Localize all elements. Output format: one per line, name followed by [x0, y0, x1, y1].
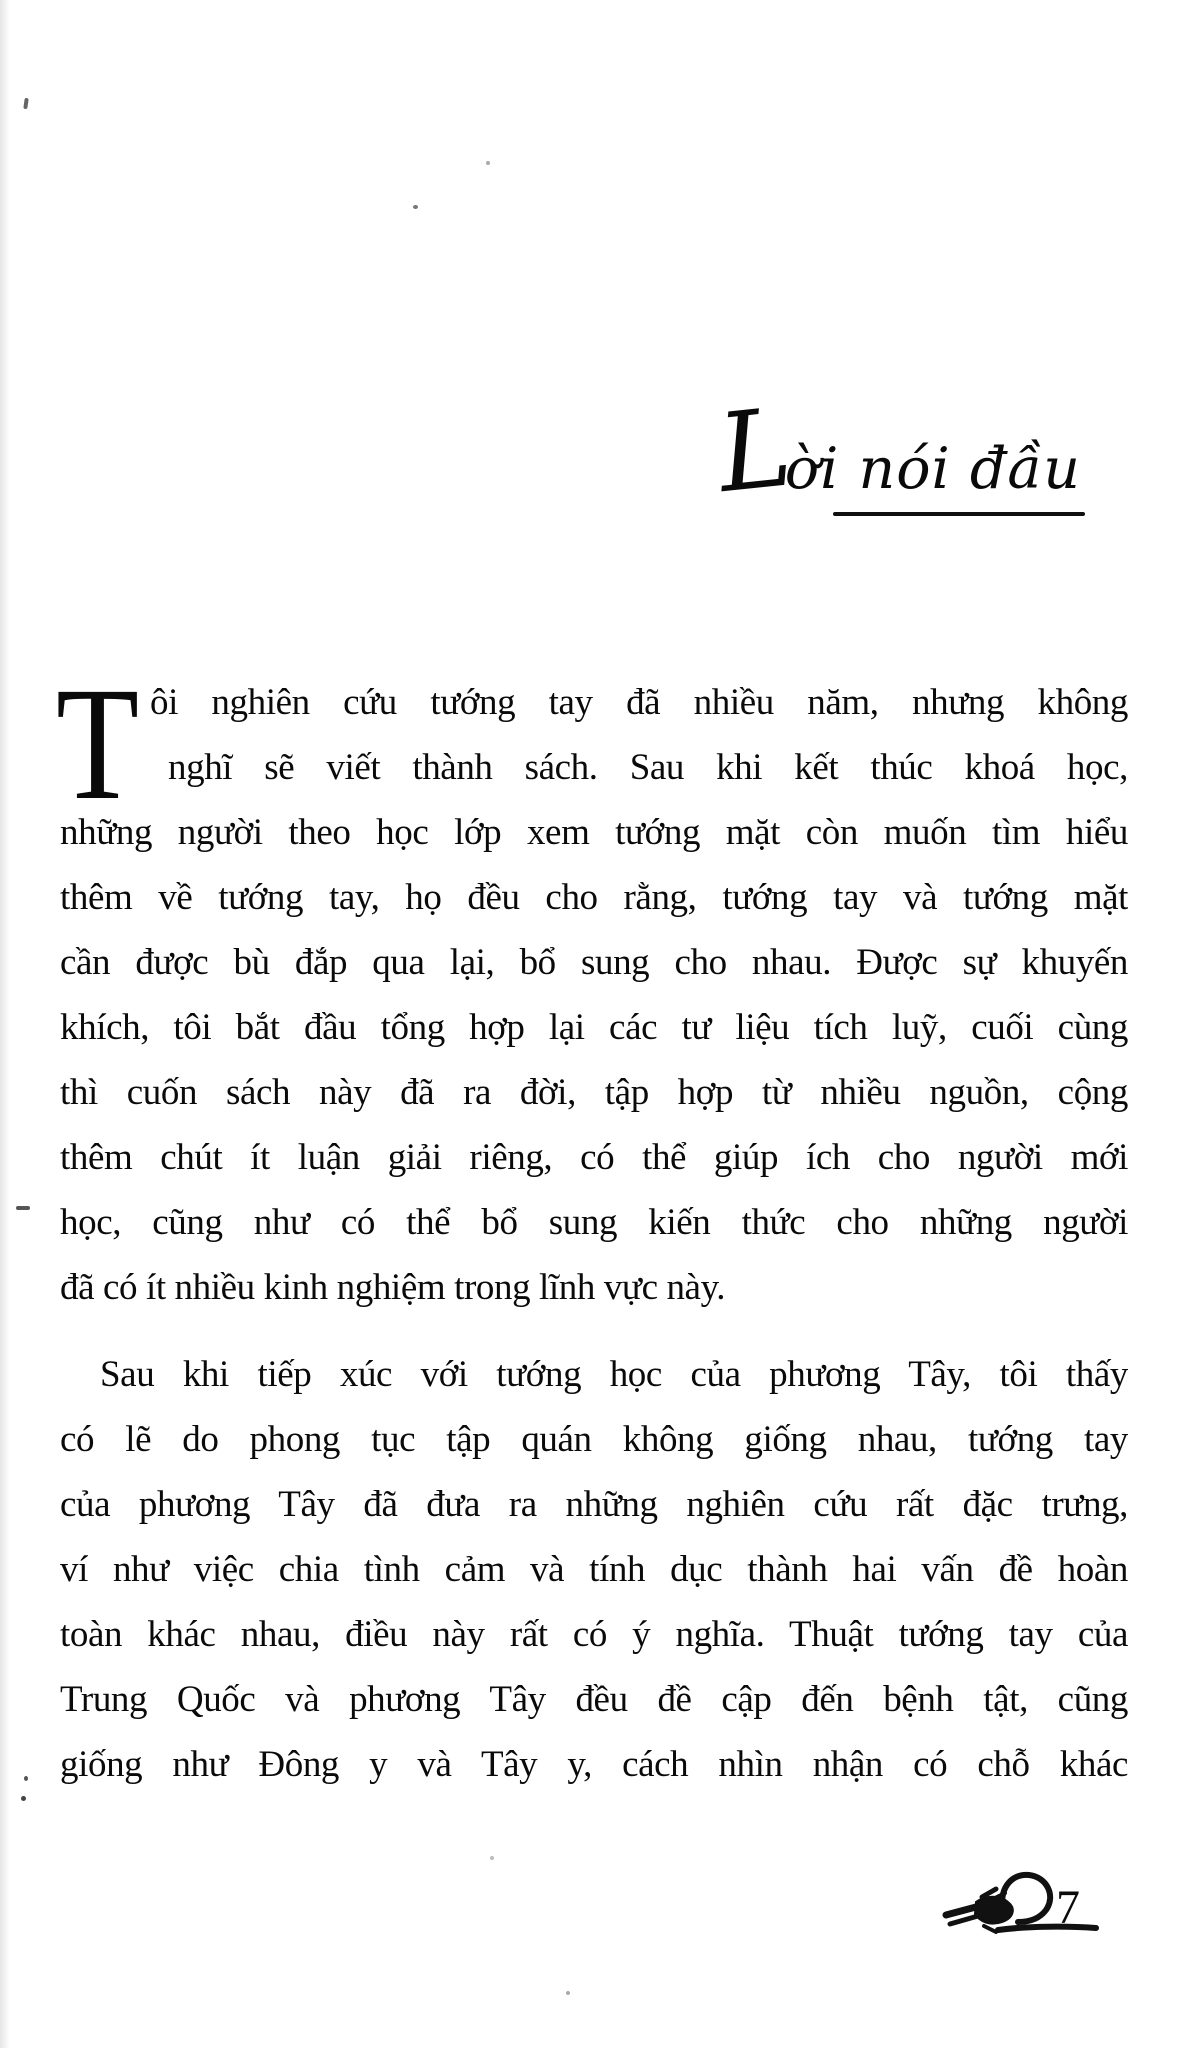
- scan-speckle: [24, 1776, 28, 1781]
- text-line: nghĩ sẽ viết thành sách. Sau khi kết thúc khoá học,: [168, 747, 1128, 788]
- scan-speckle: [23, 98, 28, 109]
- text-line: Trung Quốc và phương Tây đều đề cập đến bệnh tật, cũng: [60, 1679, 1128, 1720]
- text-line: của phương Tây đã đưa ra những nghiên cứu rất đặc trưng,: [60, 1484, 1128, 1525]
- text-line: ôi nghiên cứu tướng tay đã nhiều năm, nhưng không: [150, 682, 1128, 723]
- text-line: cần được bù đắp qua lại, bổ sung cho nhau. Được sự khuyến: [60, 942, 1128, 983]
- page-number: 7: [1056, 1881, 1080, 1934]
- text-line: học, cũng như có thể bổ sung kiến thức cho những người: [60, 1202, 1128, 1243]
- scan-speckle: [16, 1206, 30, 1210]
- text-line: Sau khi tiếp xúc với tướng học của phương Tây, tôi thấy: [100, 1354, 1128, 1395]
- text-line: những người theo học lớp xem tướng mặt còn muốn tìm hiểu: [60, 812, 1128, 853]
- paragraph-1: [60, 670, 1128, 1320]
- scan-speckle: [21, 1796, 26, 1801]
- paragraph-2: [60, 1342, 1128, 1797]
- chapter-heading: [712, 385, 1081, 518]
- scan-speckle: [490, 1856, 494, 1860]
- text-line: ví như việc chia tình cảm và tính dục thành hai vấn đề hoàn: [60, 1549, 1128, 1590]
- scan-speckle: [486, 161, 490, 165]
- text-line: toàn khác nhau, điều này rất có ý nghĩa. Thuật tướng tay của: [60, 1614, 1128, 1655]
- drop-cap: T: [56, 655, 140, 834]
- page-footer: [938, 1866, 1118, 1950]
- heading-initial: L: [712, 385, 792, 518]
- heading-underline: [833, 512, 1085, 516]
- text-line: có lẽ do phong tục tập quán không giống nhau, tướng tay: [60, 1419, 1128, 1460]
- scan-speckle: [413, 205, 418, 209]
- text-line: thêm chút ít luận giải riêng, có thể giúp ích cho người mới: [60, 1137, 1128, 1178]
- text-line: đã có ít nhiều kinh nghiệm trong lĩnh vực này.: [60, 1267, 726, 1308]
- text-line: thì cuốn sách này đã ra đời, tập hợp từ nhiều nguồn, cộng: [60, 1072, 1128, 1113]
- scan-edge-shadow: [0, 0, 10, 2048]
- text-line: giống như Đông y và Tây y, cách nhìn nhận có chỗ khác: [60, 1744, 1128, 1785]
- scan-speckle: [566, 1991, 570, 1995]
- heading-rest: ời nói đầu: [784, 436, 1081, 502]
- text-line: thêm về tướng tay, họ đều cho rằng, tướng tay và tướng mặt: [60, 877, 1128, 918]
- text-line: khích, tôi bắt đầu tổng hợp lại các tư liệu tích luỹ, cuối cùng: [60, 1007, 1128, 1048]
